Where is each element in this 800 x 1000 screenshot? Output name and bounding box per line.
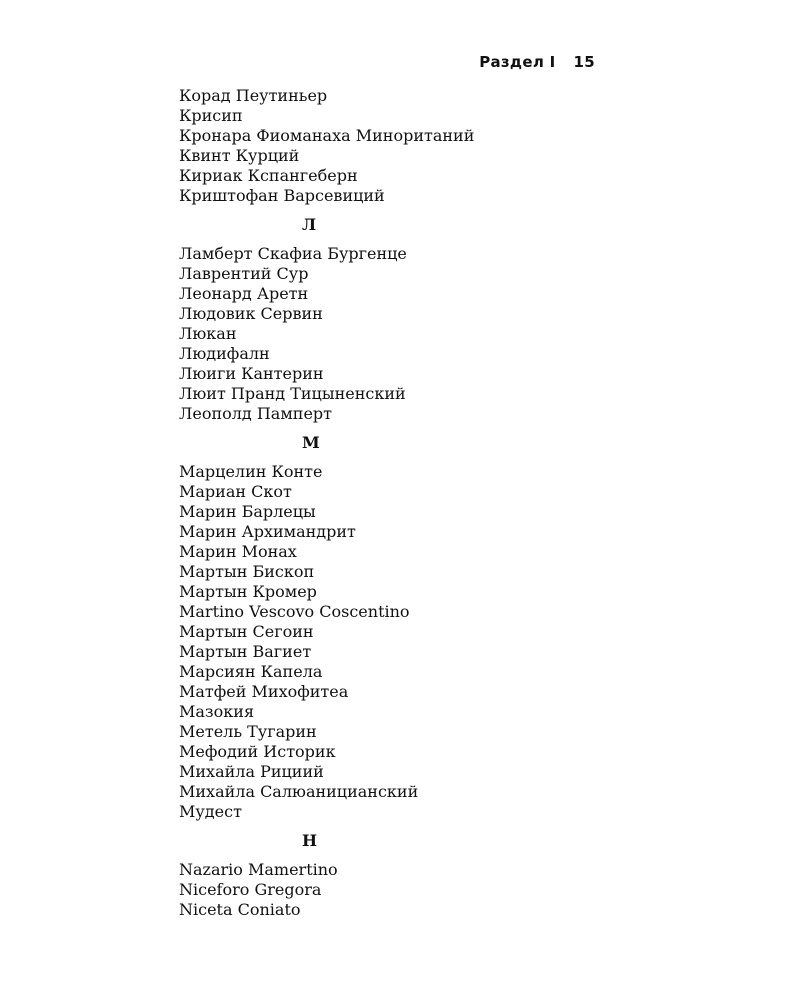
index-entry: Михайла Рициий	[179, 762, 324, 781]
index-entry: Мартын Вагиет	[179, 642, 312, 661]
index-entry: Марин Монах	[179, 542, 297, 561]
index-entry: Niceforo Gregora	[179, 880, 322, 899]
section-title: Раздел I	[479, 53, 556, 71]
index-entry: Люкан	[179, 324, 237, 343]
index-entry: Martino Vescovo Coscentino	[179, 602, 410, 621]
index-entry: Люиги Кантерин	[179, 364, 324, 383]
running-header	[479, 53, 595, 71]
index-entry: Марин Архимандрит	[179, 522, 356, 541]
index-entry: Ламберт Скафиа Бургенце	[179, 244, 407, 263]
index-entry: Кронара Фиоманаха Миноританий	[179, 126, 475, 145]
index-section	[179, 86, 619, 206]
index-entry: Михайла Салюаницианский	[179, 782, 419, 801]
index-entry: Криштофан Варсевиций	[179, 186, 385, 205]
index-entry: Корад Пеутиньер	[179, 86, 328, 105]
index-entry: Nazario Mamertino	[179, 860, 338, 879]
page-number: 15	[573, 53, 595, 71]
section-letter-heading: Н	[302, 831, 318, 850]
index-section	[179, 433, 619, 822]
index-entry: Метель Тугарин	[179, 722, 317, 741]
index-entry: Мариан Скот	[179, 482, 292, 501]
index-entry: Мартын Кромер	[179, 582, 317, 601]
index-entry: Людовик Сервин	[179, 304, 323, 323]
index-entry: Кириак Кспангеберн	[179, 166, 358, 185]
index-section	[179, 831, 619, 920]
index-section	[179, 215, 619, 424]
index-entry: Леонард Аретн	[179, 284, 309, 303]
index-entry: Мартын Сегоин	[179, 622, 314, 641]
index-entry: Мудест	[179, 802, 242, 821]
index-entry: Леополд Памперт	[179, 404, 333, 423]
section-letter-heading: Л	[302, 215, 317, 234]
index-entry: Матфей Михофитеа	[179, 682, 349, 701]
name-index	[179, 86, 619, 920]
section-letter-heading: М	[302, 433, 320, 452]
index-entry: Людифалн	[179, 344, 270, 363]
index-entry: Люит Пранд Тицыненский	[179, 384, 406, 403]
index-entry: Крисип	[179, 106, 243, 125]
index-entry: Мазокия	[179, 702, 255, 721]
index-entry: Марсиян Капела	[179, 662, 323, 681]
index-entry: Мартын Бископ	[179, 562, 315, 581]
index-entry: Марин Барлецы	[179, 502, 316, 521]
index-entry: Марцелин Конте	[179, 462, 323, 481]
index-entry: Niceta Coniato	[179, 900, 301, 919]
index-entry: Мефодий Историк	[179, 742, 336, 761]
index-entry: Квинт Курций	[179, 146, 300, 165]
index-entry: Лаврентий Сур	[179, 264, 309, 283]
